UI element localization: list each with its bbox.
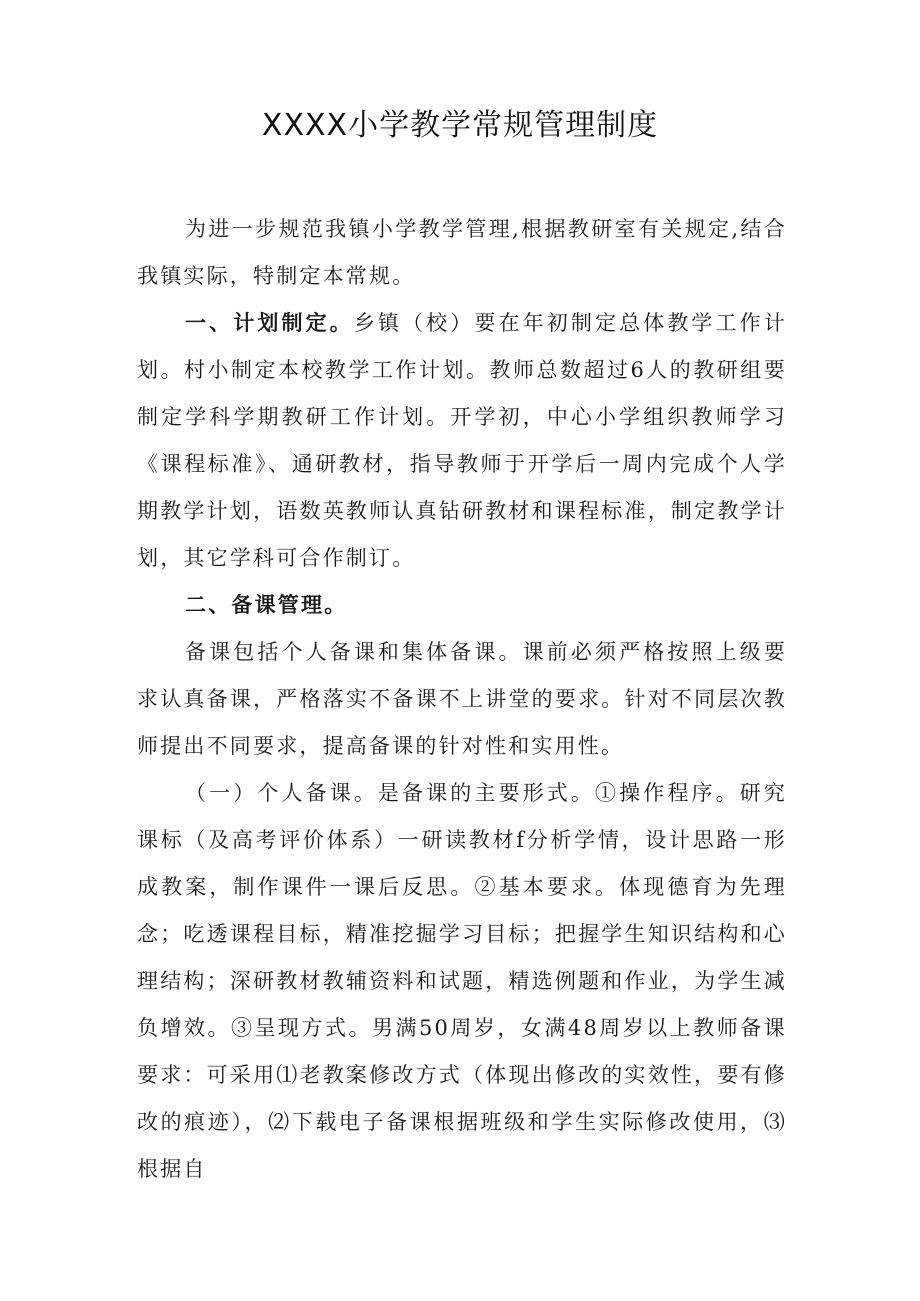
- paragraph-plan-text: 乡镇（校）要在年初制定总体教学工作计划。村小制定本校教学工作计划。教师总数超过6人的教研组要制定学科学期教研工作计划。开学初，中心小学组织教师学习《课程标准》、通研教材，指导教师于开学后一周内完成个人学期教学计划，语数英教师认真钻研教材和课程标准，制定教学计划，其它学科可合作制订。: [137, 311, 787, 570]
- document-body: [137, 206, 787, 1193]
- paragraph-lesson-prep-heading: [137, 582, 787, 629]
- document-title: XXXX小学教学常规管理制度: [261, 108, 659, 143]
- section-heading-lesson-prep: 二、备课管理。: [185, 593, 348, 617]
- paragraph-individual-prep: [137, 770, 787, 1193]
- section-heading-plan: 一、计划制定。: [185, 311, 354, 335]
- paragraph-lesson-prep-intro-text: 备课包括个人备课和集体备课。课前必须严格按照上级要求认真备课，严格落实不备课不上讲堂的要求。针对不同层次教师提出不同要求，提高备课的针对性和实用性。: [137, 640, 787, 758]
- paragraph-individual-prep-text: （一）个人备课。是备课的主要形式。①操作程序。研究课标（及高考评价体系）一研读教材f分析学情，设计思路一形成教案，制作课件一课后反思。②基本要求。体现德育为先理念；吃透课程目标，精准挖掘学习目标；把握学生知识结构和心理结构；深研教材教辅资料和试题，精选例题和作业，为学生减负增效。③呈现方式。男满50周岁，女满48周岁以上教师备课要求：可采用⑴老教案修改方式（体现出修改的实效性，要有修改的痕迹），⑵下载电子备课根据班级和学生实际修改使用，⑶根据自: [137, 781, 787, 1181]
- paragraph-plan: [137, 300, 787, 582]
- paragraph-lesson-prep-intro: [137, 629, 787, 770]
- paragraph-intro-text: 为进一步规范我镇小学教学管理,根据教研室有关规定,结合我镇实际，特制定本常规。: [137, 217, 787, 288]
- paragraph-intro: [137, 206, 787, 300]
